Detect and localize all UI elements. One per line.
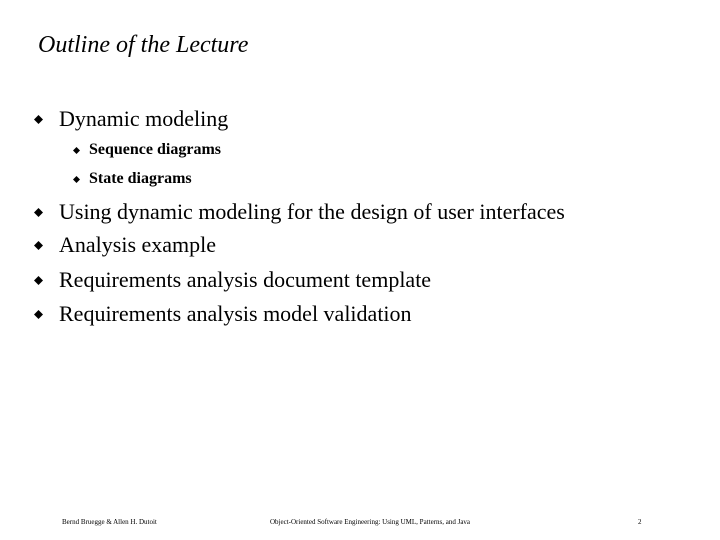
footer-authors: Bernd Bruegge & Allen H. Dutoit: [62, 518, 157, 526]
outline-item-label: Requirements analysis model validation: [59, 301, 412, 326]
diamond-bullet-icon: [34, 115, 43, 124]
slide-title: Outline of the Lecture: [38, 32, 249, 58]
footer-book-title: Object-Oriented Software Engineering: Using UML, Patterns, and Java: [270, 518, 471, 526]
outline-subitem-label: State diagrams: [89, 170, 192, 187]
diamond-bullet-icon: [34, 241, 43, 250]
footer-page-number: 2: [638, 518, 642, 526]
outline-item-document-template: [34, 265, 431, 295]
diamond-bullet-icon: [34, 276, 43, 285]
outline-item-label: Analysis example: [59, 232, 217, 257]
outline-item-label: Dynamic modeling: [59, 106, 229, 131]
outline-subitem-sequence-diagrams: [73, 139, 221, 161]
diamond-bullet-icon: [34, 208, 43, 217]
outline-item-label: Using dynamic modeling for the design of user interfaces: [59, 199, 565, 224]
outline-item-dynamic-modeling: [34, 104, 228, 134]
small-diamond-bullet-icon: [73, 176, 80, 183]
outline-item-model-validation: [34, 299, 412, 329]
outline-item-ui-design: [34, 197, 565, 227]
small-diamond-bullet-icon: [73, 147, 80, 154]
outline-item-label: Requirements analysis document template: [59, 267, 432, 292]
outline-item-analysis-example: [34, 230, 216, 260]
outline-subitem-state-diagrams: [73, 168, 192, 190]
diamond-bullet-icon: [34, 310, 43, 319]
outline-subitem-label: Sequence diagrams: [89, 141, 221, 158]
